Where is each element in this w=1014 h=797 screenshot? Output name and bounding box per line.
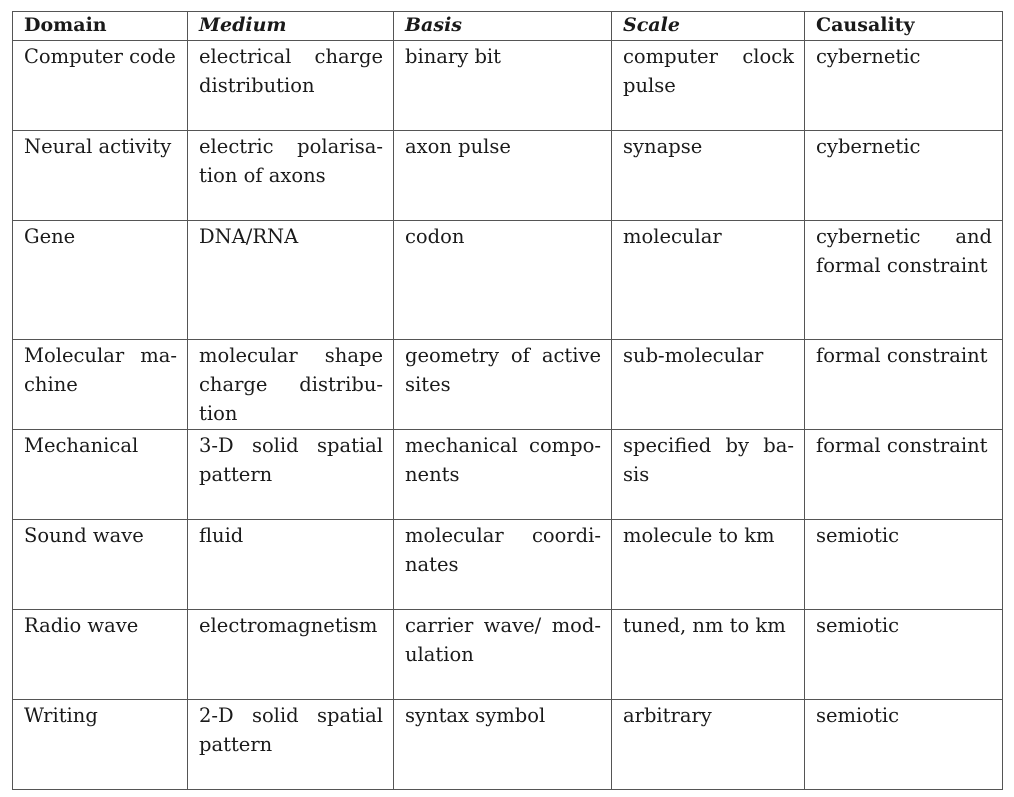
cell-causality: semiotic — [805, 700, 1003, 790]
cell-causality: cybernetic — [805, 131, 1003, 221]
cell-basis: binary bit — [394, 41, 612, 131]
cell-scale: arbitrary — [612, 700, 805, 790]
header-medium: Medium — [188, 12, 394, 41]
cell-scale: molecule to km — [612, 520, 805, 610]
cell-scale: synapse — [612, 131, 805, 221]
table-row — [13, 41, 1003, 131]
cell-medium: 2-D solid spatial pattern — [188, 700, 394, 790]
cell-basis: molecular coordinates — [394, 520, 612, 610]
cell-medium: electric polarisation of axons — [188, 131, 394, 221]
cell-medium: fluid — [188, 520, 394, 610]
cell-causality: cybernetic — [805, 41, 1003, 131]
cell-domain: Molecular machine — [13, 340, 188, 430]
table-row — [13, 610, 1003, 700]
cell-basis: syntax symbol — [394, 700, 612, 790]
table-row — [13, 430, 1003, 520]
header-basis: Basis — [394, 12, 612, 41]
table-row — [13, 221, 1003, 340]
cell-scale: sub-molecular — [612, 340, 805, 430]
cell-basis: geometry of active sites — [394, 340, 612, 430]
cell-basis: codon — [394, 221, 612, 340]
cell-causality: semiotic — [805, 520, 1003, 610]
cell-scale: molecular — [612, 221, 805, 340]
header-scale: Scale — [612, 12, 805, 41]
cell-basis: mechanical components — [394, 430, 612, 520]
cell-medium: electrical charge distribution — [188, 41, 394, 131]
cell-domain: Sound wave — [13, 520, 188, 610]
header-row — [13, 12, 1003, 41]
cell-scale: specified by basis — [612, 430, 805, 520]
cell-basis: axon pulse — [394, 131, 612, 221]
table-row — [13, 340, 1003, 430]
cell-causality: semiotic — [805, 610, 1003, 700]
cell-basis: carrier wave/ modulation — [394, 610, 612, 700]
table-row — [13, 520, 1003, 610]
cell-scale: computer clock pulse — [612, 41, 805, 131]
cell-domain: Gene — [13, 221, 188, 340]
cell-causality: formal constraint — [805, 340, 1003, 430]
header-domain: Domain — [13, 12, 188, 41]
cell-medium: electromagnetism — [188, 610, 394, 700]
cell-medium: DNA/RNA — [188, 221, 394, 340]
table-row — [13, 131, 1003, 221]
cell-causality: formal constraint — [805, 430, 1003, 520]
cell-causality: cybernetic and formal constraint — [805, 221, 1003, 340]
cell-domain: Radio wave — [13, 610, 188, 700]
cell-domain: Mechanical — [13, 430, 188, 520]
domain-comparison-table — [12, 11, 1003, 790]
cell-domain: Computer code — [13, 41, 188, 131]
cell-domain: Neural activity — [13, 131, 188, 221]
cell-medium: 3-D solid spatial pattern — [188, 430, 394, 520]
table-row — [13, 700, 1003, 790]
cell-medium: molecular shape charge distribution — [188, 340, 394, 430]
cell-scale: tuned, nm to km — [612, 610, 805, 700]
header-causality: Causality — [805, 12, 1003, 41]
cell-domain: Writing — [13, 700, 188, 790]
